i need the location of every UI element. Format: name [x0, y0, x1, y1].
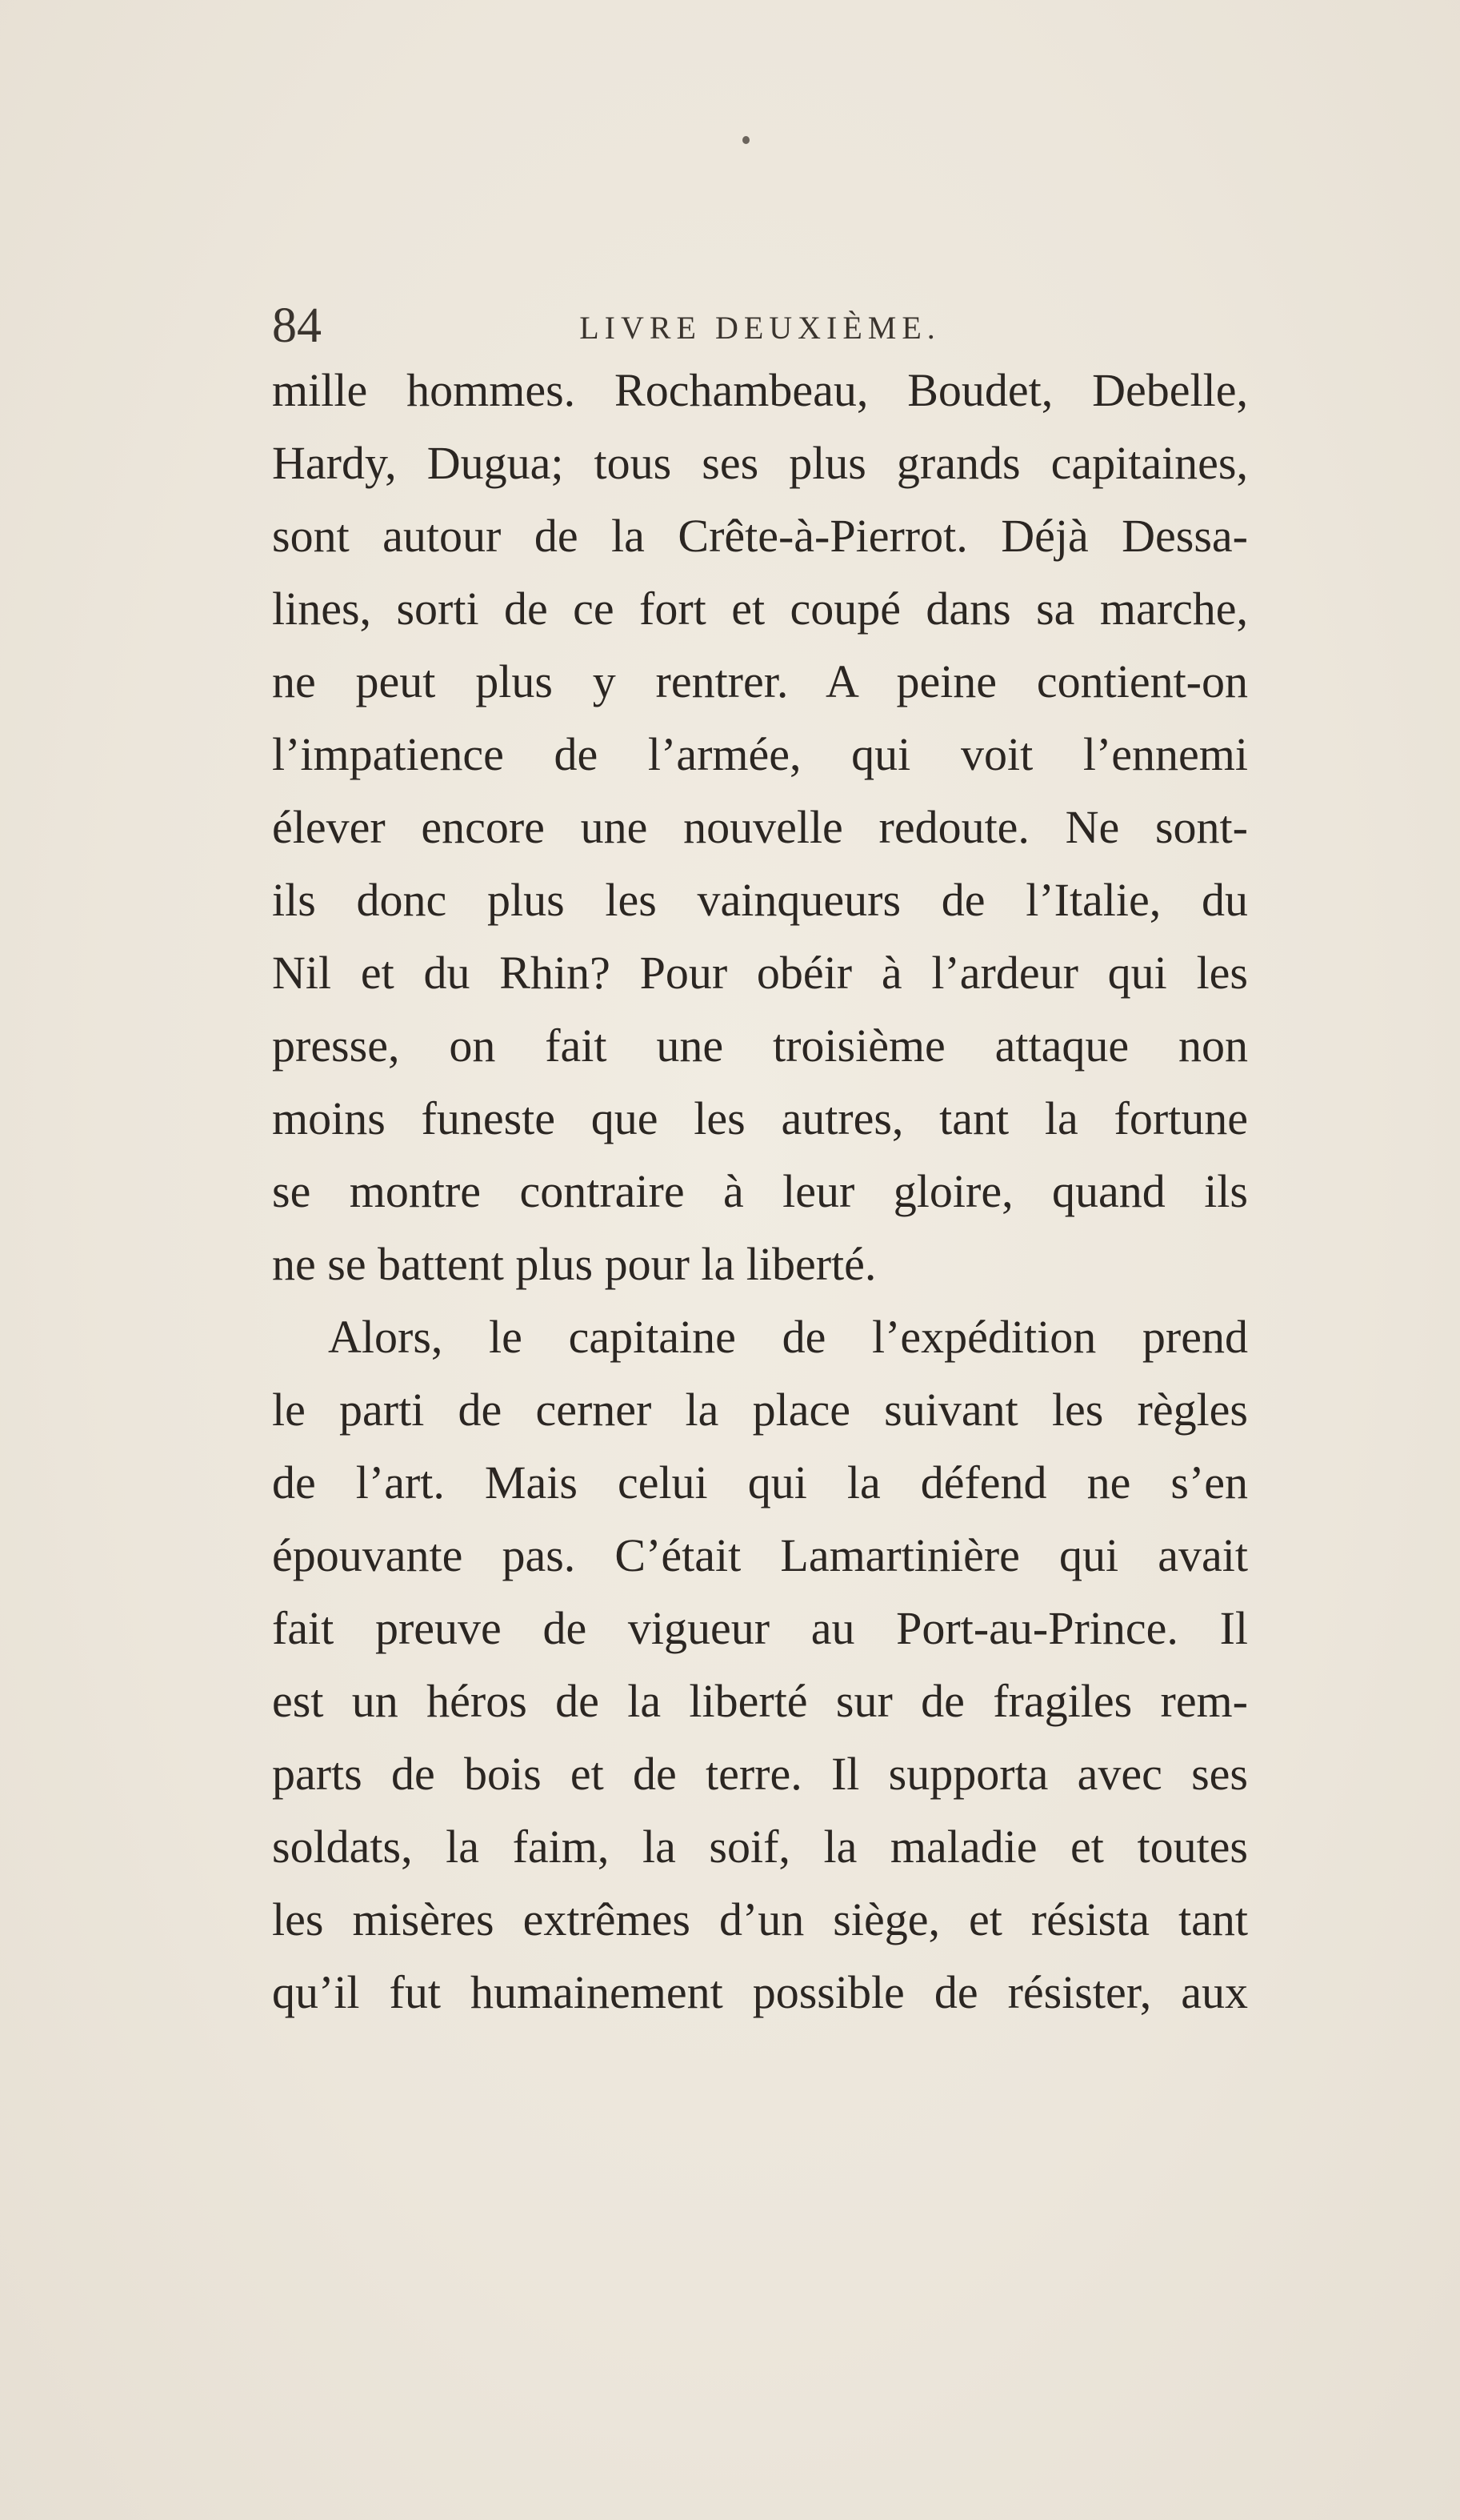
text-line: de l’art. Mais celui qui la défend ne s’en — [272, 1456, 1248, 1508]
page-number: 84 — [272, 298, 322, 353]
body-text — [272, 354, 1248, 2029]
text-line: ils donc plus les vainqueurs de l’Italie, du — [272, 874, 1248, 926]
text-line: Nil et du Rhin? Pour obéir à l’ardeur qui les — [272, 947, 1248, 999]
text-line: presse, on fait une troisième attaque non — [272, 1020, 1248, 1072]
text-line: les misères extrêmes d’un siège, et résista tant — [272, 1893, 1248, 1945]
text-line: soldats, la faim, la soif, la maladie et toutes — [272, 1821, 1248, 1873]
chapter-title: LIVRE DEUXIÈME. — [579, 310, 941, 346]
text-line: mille hommes. Rochambeau, Boudet, Debelle, — [272, 364, 1248, 416]
text-line: épouvante pas. C’était Lamartinière qui avait — [272, 1529, 1248, 1581]
running-head — [272, 298, 1248, 354]
text-line: fait preuve de vigueur au Port-au-Prince. Il — [272, 1602, 1248, 1654]
text-line: moins funeste que les autres, tant la fortune — [272, 1092, 1248, 1144]
text-line: le parti de cerner la place suivant les règles — [272, 1384, 1248, 1436]
ink-speck — [742, 136, 750, 144]
text-line: sont autour de la Crête-à-Pierrot. Déjà Dessa- — [272, 510, 1248, 562]
text-line: l’impatience de l’armée, qui voit l’ennemi — [272, 728, 1248, 780]
text-line: parts de bois et de terre. Il supporta avec ses — [272, 1748, 1248, 1800]
text-line: élever encore une nouvelle redoute. Ne sont- — [272, 801, 1248, 853]
paragraph-start-line: Alors, le capitaine de l’expédition prend — [328, 1311, 1248, 1363]
text-line: qu’il fut humainement possible de résister, aux — [272, 1966, 1248, 2018]
text-line: ne peut plus y rentrer. A peine contient-on — [272, 655, 1248, 707]
text-line: est un héros de la liberté sur de fragiles rem- — [272, 1675, 1248, 1727]
text-line: lines, sorti de ce fort et coupé dans sa marche, — [272, 583, 1248, 635]
text-line: Hardy, Dugua; tous ses plus grands capitaines, — [272, 437, 1248, 489]
text-line: se montre contraire à leur gloire, quand ils — [272, 1165, 1248, 1217]
paragraph-end-line: ne se battent plus pour la liberté. — [272, 1238, 877, 1290]
